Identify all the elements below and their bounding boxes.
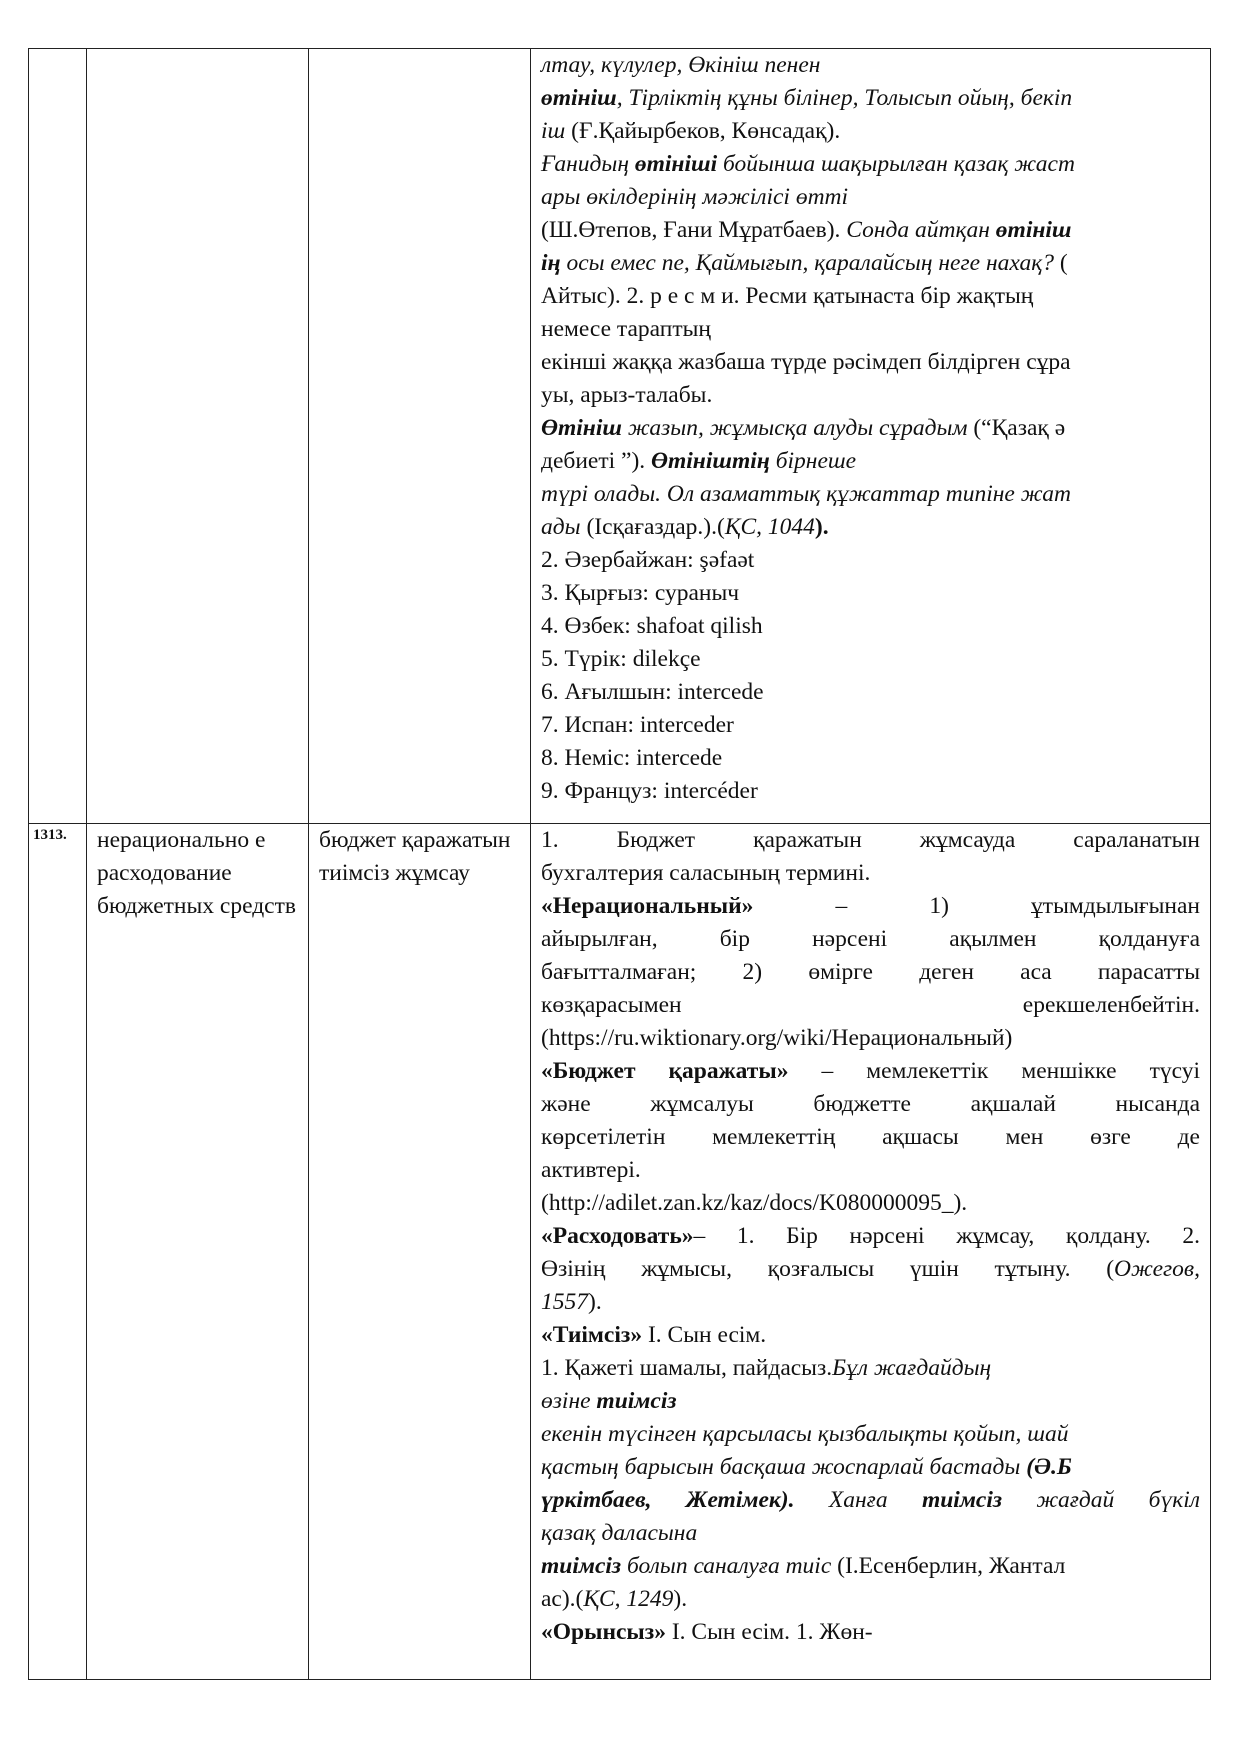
text-run: Ғанидың (541, 151, 635, 177)
text-run: (Ә.Б (1026, 1454, 1072, 1480)
text-run: бірнеше (769, 448, 857, 474)
definition-line (541, 610, 1200, 643)
text-run: (“Қазақ ә (967, 415, 1066, 441)
definition-line (541, 709, 1200, 742)
definition-cell-1313 (531, 824, 1211, 1680)
text-run: ары өкілдерінің мәжілісі өтті (541, 184, 849, 210)
table-row-1313 (29, 824, 1211, 1680)
text-run: ). (814, 514, 829, 540)
text-run: ҚС, 1044 (724, 514, 815, 540)
definition-line (541, 890, 1200, 923)
text-run: қастың барысын басқаша жоспарлай бастады (541, 1454, 1027, 1480)
text-run: Ожегов, (1114, 1256, 1200, 1282)
text-run: Бұл жағдайдың (832, 1355, 992, 1381)
text-run: ). (588, 1289, 602, 1315)
text-run: өтініш (995, 217, 1072, 243)
definition-line (541, 214, 1200, 247)
definition-line (541, 1121, 1200, 1154)
definition-line (541, 1451, 1200, 1484)
definition-line (541, 676, 1200, 709)
text-run: (https://ru.wiktionary.org/wiki/Нерациональный) (541, 1025, 1013, 1051)
text-run: 6. Ағылшын: intercede (541, 679, 764, 705)
definition-line (541, 445, 1200, 478)
definition-line (541, 742, 1200, 775)
text-run: 7. Испан: interceder (541, 712, 734, 738)
text-run: екінші жаққа жазбаша түрде рәсімдеп білдірген сұра (541, 349, 1071, 375)
text-run: өзіне (541, 1388, 597, 1414)
text-run: жазып, жұмысқа алуды сұрадым (621, 415, 968, 441)
kazakh-term: бюджет қаражатын тиімсіз жұмсау (309, 824, 531, 1680)
definition-line (541, 379, 1200, 412)
text-run: лтау, күлулер, Өкініш пенен (541, 52, 821, 78)
definition-line (541, 1352, 1200, 1385)
text-run: (Ісқағаздар.).( (580, 514, 725, 540)
definition-line (541, 181, 1200, 214)
text-run: ҚС, 1249 (583, 1586, 674, 1612)
text-run: өтініш (541, 85, 617, 111)
definition-line (541, 775, 1200, 808)
text-run: Айтыс). 2. р е с м и. Ресми қатынаста бір жақтың (541, 283, 1034, 309)
definition-line (541, 346, 1200, 379)
text-run: болып саналуға тиіс (621, 1553, 832, 1579)
definition-line (541, 412, 1200, 445)
definition-text (541, 824, 1200, 1649)
definition-line (541, 1286, 1200, 1319)
definition-line (541, 857, 1200, 890)
text-run: ады (541, 514, 581, 540)
text-run: Өтініштің (651, 448, 770, 474)
text-run: тиімсіз (596, 1388, 677, 1414)
text-run: жағдай бүкіл (1002, 1487, 1200, 1513)
definition-line (541, 478, 1200, 511)
definition-line (541, 1055, 1200, 1088)
text-run: 1. Қажеті шамалы, пайдасыз. (541, 1355, 833, 1381)
definition-line (541, 82, 1200, 115)
text-run: бойынша шақырылған қазақ жаст (717, 151, 1075, 177)
text-run: 1. Бюджет қаражатын жұмсауда сараланатын (541, 827, 1200, 853)
text-run: «Орынсыз» (541, 1619, 666, 1645)
text-run: ). (673, 1586, 688, 1612)
definition-line (541, 824, 1200, 857)
definition-line (541, 280, 1200, 313)
definition-line (541, 1022, 1200, 1055)
text-run: , Тірліктің құны білінер, Толысып ойың, бекіп (616, 85, 1073, 111)
table-row-continuation (29, 49, 1211, 824)
text-run: уы, арыз-талабы. (541, 382, 713, 408)
definition-line (541, 313, 1200, 346)
text-run: «Нерациональный» (541, 893, 754, 919)
definition-line (541, 511, 1200, 544)
definition-line (541, 1220, 1200, 1253)
text-run: 3. Қырғыз: сураныч (541, 580, 740, 606)
definition-line (541, 1583, 1200, 1616)
text-run: (Ш.Өтепов, Ғани Мұратбаев). (541, 217, 847, 243)
russian-term: нерационально е расходование бюджетных средств (87, 824, 309, 1680)
text-run: 9. Француз: intercéder (541, 778, 758, 804)
text-run: ің (541, 250, 561, 276)
text-run: – мемлекеттік меншікке түсуі (788, 1058, 1200, 1084)
text-run: – 1. Бір нәрсені жұмсау, қолдану. 2. (693, 1223, 1200, 1249)
text-run: тиімсіз (921, 1487, 1003, 1513)
text-run: көзқарасымен ерекшеленбейтін. (541, 992, 1200, 1018)
text-run: айырылған, бір нәрсені ақылмен қолдануға (541, 926, 1200, 952)
definition-line (541, 1385, 1200, 1418)
dictionary-table (28, 48, 1211, 1680)
text-run: Ханға (794, 1487, 922, 1513)
text-run: (І.Есенберлин, Жантал (831, 1553, 1066, 1579)
definition-line (541, 1319, 1200, 1352)
text-run: І. Сын есім. 1. Жөн- (665, 1619, 873, 1645)
definition-line (541, 1187, 1200, 1220)
text-run: көрсетілетін мемлекеттің ақшасы мен өзге де (541, 1124, 1200, 1150)
text-run: Өтініш (541, 415, 622, 441)
text-run: 4. Өзбек: shafoat qilish (541, 613, 763, 639)
text-run: І. Сын есім. (642, 1322, 767, 1348)
text-run: қазақ даласына (541, 1520, 698, 1546)
text-run: «Расходовать» (541, 1223, 694, 1249)
russian-term-cell-empty (87, 49, 309, 824)
definition-line (541, 1484, 1200, 1517)
definition-line (541, 1616, 1200, 1649)
text-run: бухгалтерия саласының термині. (541, 860, 871, 886)
text-run: 8. Неміс: intercede (541, 745, 723, 771)
definition-line (541, 577, 1200, 610)
definition-line (541, 1517, 1200, 1550)
definition-line (541, 989, 1200, 1022)
definition-line (541, 1253, 1200, 1286)
definition-line (541, 1418, 1200, 1451)
text-run: «Тиімсіз» (541, 1322, 643, 1348)
text-run: 5. Түрік: dilekçe (541, 646, 701, 672)
text-run: екенін түсінген қарсыласы қызбалықты қойып, шай (541, 1421, 1069, 1447)
text-run: Өзінің жұмысы, қозғалысы үшін тұтыну. ( (541, 1256, 1115, 1282)
text-run: тиімсіз (541, 1553, 622, 1579)
entry-number: 1313. (29, 824, 87, 1680)
definition-line (541, 1154, 1200, 1187)
definition-cell-continuation (531, 49, 1211, 824)
definition-line (541, 1550, 1200, 1583)
text-run: ( (1053, 250, 1068, 276)
text-run: немесе тараптың (541, 316, 711, 342)
definition-line (541, 247, 1200, 280)
definition-line (541, 148, 1200, 181)
text-run: бағытталмаған; 2) өмірге деген аса парасатты (541, 959, 1200, 985)
definition-text (541, 49, 1200, 808)
definition-line (541, 115, 1200, 148)
text-run: (http://adilet.zan.kz/kaz/docs/K080000095_). (541, 1190, 968, 1216)
text-run: ас).( (541, 1586, 584, 1612)
text-run: өтініші (634, 151, 718, 177)
text-run: Сонда айтқан (846, 217, 996, 243)
text-run: активтері. (541, 1157, 641, 1183)
text-run: және жұмсалуы бюджетте ақшалай нысанда (541, 1091, 1200, 1117)
definition-line (541, 49, 1200, 82)
text-run: 1557 (541, 1289, 588, 1315)
text-run: іш (541, 118, 566, 144)
definition-line (541, 956, 1200, 989)
text-run: осы емес пе, Қаймығып, қаралайсың неге нахақ? (560, 250, 1054, 276)
text-run: үркітбаев, Жетімек). (541, 1487, 795, 1513)
text-run: 2. Әзербайжан: şəfaət (541, 547, 755, 573)
number-cell-empty (29, 49, 87, 824)
text-run: – 1) ұтымдылығынан (753, 893, 1200, 919)
text-run: дебиеті ”). (541, 448, 652, 474)
kazakh-term-cell-empty (309, 49, 531, 824)
text-run: (Ғ.Қайырбеков, Көнсадақ). (565, 118, 841, 144)
text-run: түрі олады. Ол азаматтық құжаттар типіне жат (541, 481, 1071, 507)
text-run: «Бюджет қаражаты» (541, 1058, 789, 1084)
definition-line (541, 544, 1200, 577)
definition-line (541, 923, 1200, 956)
definition-line (541, 643, 1200, 676)
definition-line (541, 1088, 1200, 1121)
